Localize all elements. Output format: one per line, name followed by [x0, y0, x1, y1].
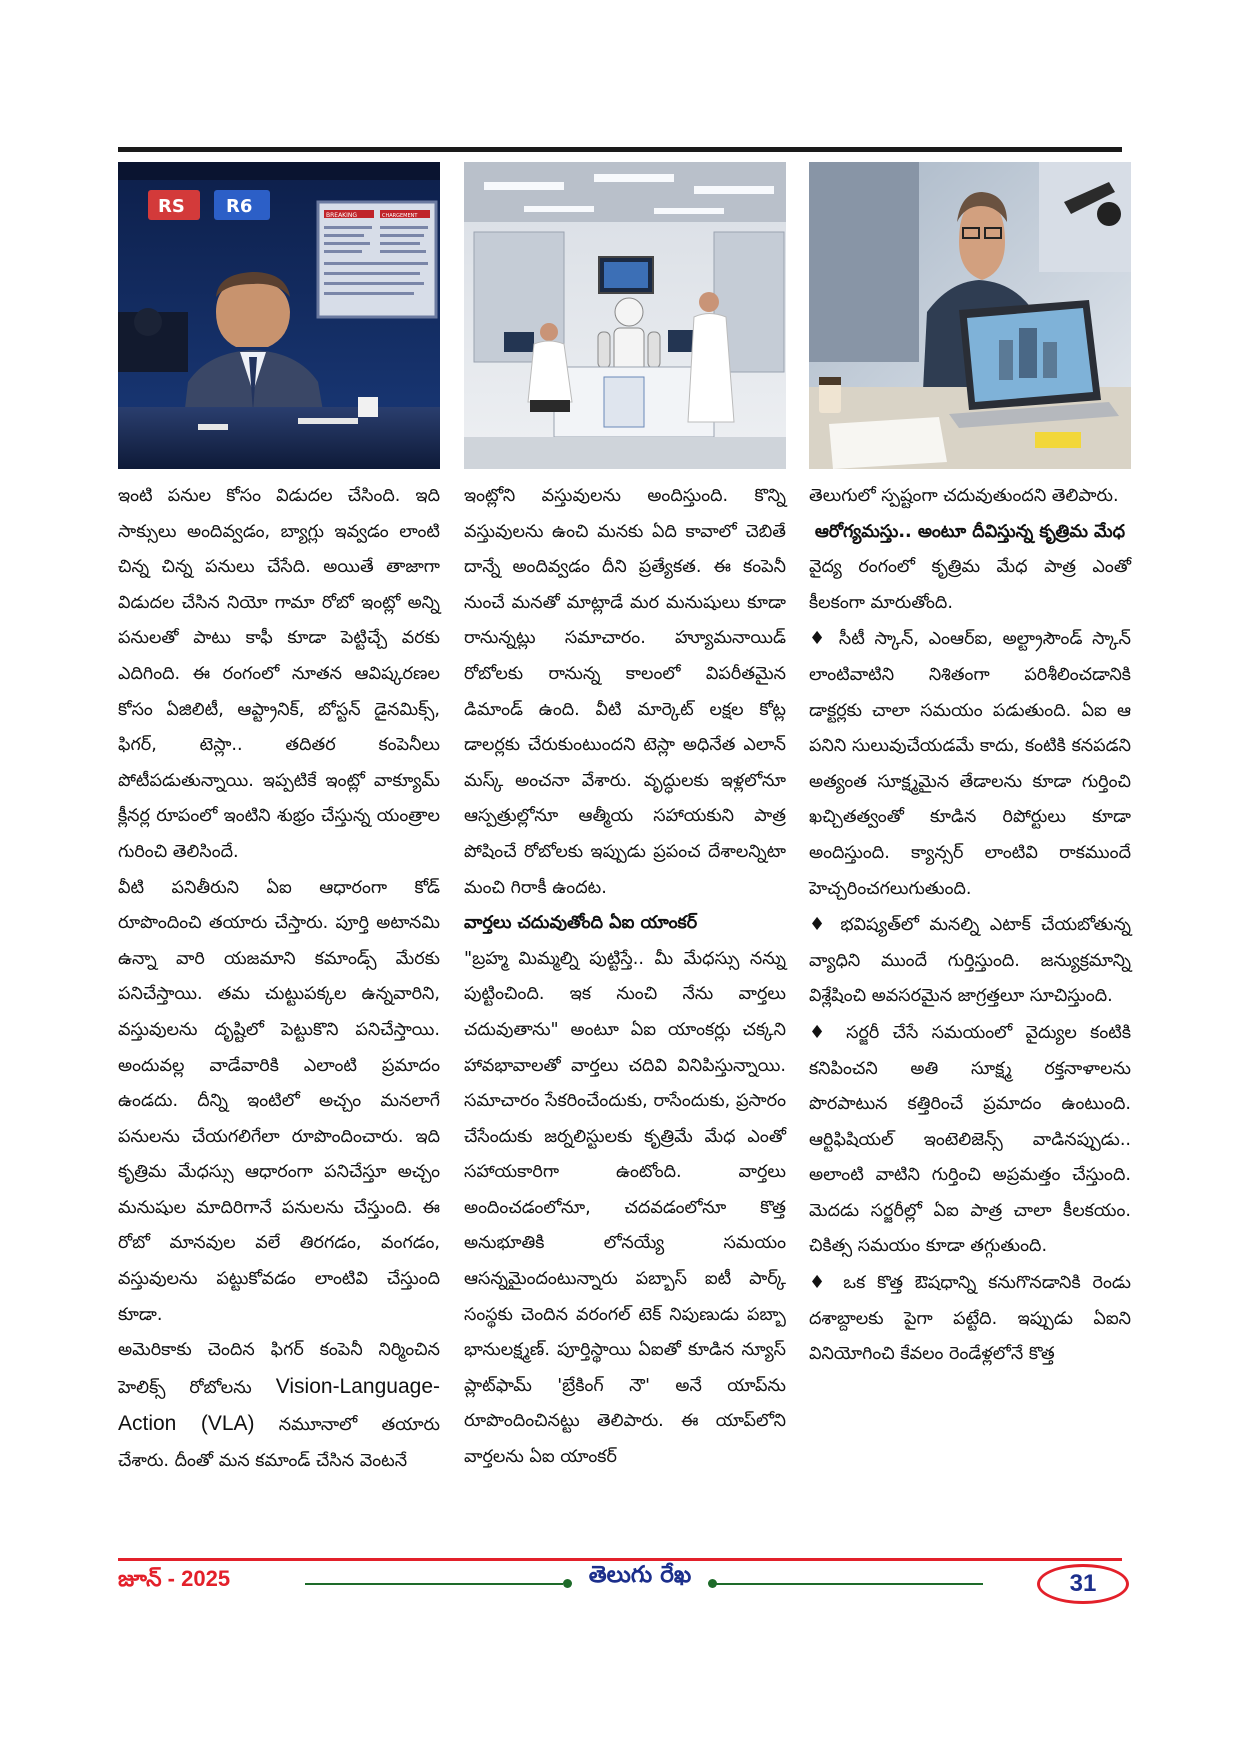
bullet-text: భవిష్యత్‌లో మనల్ని ఎటాక్ చేయబోతున్న వ్యాధిని ముందే గుర్తిస్తుంది. జన్యుక్రమాన్ని విశ్లేషించి అవసరమైన జాగ్రత్తలూ సూచిస్తుంది. — [809, 915, 1132, 1007]
paragraph-part: అమెరికాకు చెందిన ఫిగర్ కంపెనీ నిర్మించిన హెలిక్స్ రోబోలను — [118, 1340, 440, 1398]
screen-label-b: R6 — [226, 196, 253, 217]
column-2 — [464, 162, 786, 1476]
paragraph: ఇంటి పనుల కోసం విడుదల చేసింది. ఇది సాక్సులు అందివ్వడం, బ్యాగ్లు ఇవ్వడం లాంటి చిన్న చిన్న పనులు చేసేది. అయితే తాజాగా విడుదల చేసిన నియో గామా రోబో ఇంట్లో అన్ని పనులతో పాటు కాఫీ కూడా పెట్టిచ్చే వరకు ఎదిగింది. ఈ రంగంలో నూతన ఆవిష్కరణల కోసం ఏజిలిటీ, ఆప్ట్రానిక్, బోస్టన్ డైనమిక్స్, ఫిగర్, టెస్లా.. తదితర కంపెనీలు పోటీపడుతున్నాయి. ఇప్పటికే ఇంట్లో వాక్యూమ్ క్లీనర్ల రూపంలో ఇంటిని శుభ్రం చేస్తున్న యంత్రాల గురించి తెలిసిందే. — [118, 486, 440, 862]
laptop-man-illustration — [809, 162, 1131, 469]
diamond-bullet-icon: ♦ — [809, 628, 830, 650]
bullet-item — [809, 621, 1131, 907]
paragraph: తెలుగులో స్పష్టంగా చదువుతుందని తెలిపారు. — [809, 486, 1119, 506]
monitor-text: BREAKING — [326, 212, 358, 219]
paragraph: వైద్య రంగంలో కృత్రిమ మేధ పాత్ర ఎంతో కీలకంగా మారుతోంది. — [809, 557, 1131, 613]
top-rule — [118, 147, 1122, 152]
bullet-item — [809, 1015, 1131, 1265]
bullet-item — [809, 1265, 1131, 1373]
column-2-text — [464, 479, 786, 1476]
laptop-man-photo — [809, 162, 1131, 469]
news-anchor-photo — [118, 162, 440, 469]
column-1 — [118, 162, 440, 1480]
page-number: 31 — [1037, 1564, 1129, 1604]
footer-ornament-left — [305, 1583, 563, 1585]
footer-ornament-right — [715, 1583, 983, 1585]
bullet-item — [809, 907, 1131, 1015]
monitor-text-2: CHARGEMENT — [382, 213, 418, 219]
section-heading: వార్తలు చదువుతోంది ఏఐ యాంకర్ — [464, 913, 698, 934]
paragraph-latin-term: Vision-Language-Action (VLA) — [118, 1374, 440, 1436]
column-3 — [809, 162, 1131, 1373]
magazine-name: తెలుగు రేఖ — [588, 1562, 692, 1588]
bullet-text: సీటీ స్కాన్, ఎంఆర్ఐ, అల్ట్రాసౌండ్ స్కాన్ లాంటివాటిని నిశితంగా పరిశీలించడానికి డాక్టర్లకు చాలా సమయం పడుతుంది. ఏఐ ఆ పనిని సులువుచేయడమే కాదు, కంటికి కనపడని అత్యంత సూక్ష్మమైన తేడాలను కూడా గుర్తించి ఖచ్చితత్వంతో కూడిన రిపోర్టులు కూడా అందిస్తుంది. క్యాన్సర్ లాంటివి రాకముందే హెచ్చరించగలుగుతుంది. — [809, 629, 1131, 899]
paragraph-mixed — [118, 1333, 440, 1479]
diamond-bullet-icon: ♦ — [809, 914, 830, 936]
section-heading: ఆరోగ్యమస్తు.. అంటూ దీవిస్తున్న కృత్రిమ మేధ — [814, 521, 1126, 542]
paragraph: "బ్రహ్మ మిమ్మల్ని పుట్టిస్తే.. మీ మేధస్సు నన్ను పుట్టించింది. ఇక నుంచి నేను వార్తలు చదువుతాను" అంటూ ఏఐ యాంకర్లు చక్కని హావభావాలతో వార్తలు చదివి వినిపిస్తున్నాయి. సమాచారం సేకరించేందుకు, రాసేందుకు, ప్రసారం చేసేందుకు జర్నలిస్టులకు కృత్రిమే మేధ ఎంతో సహాయకారిగా ఉంటోంది. వార్తలు అందించడంలోనూ, చదవడంలోనూ కొత్త అనుభూతికి లోనయ్యే సమయం ఆసన్నమైందంటున్నారు పబ్బాస్ ఐటీ పార్క్ సంస్థకు చెందిన వరంగల్ టెక్ నిపుణుడు పబ్బా భానులక్ష్మణ్. పూర్తిస్థాయి ఏఐతో కూడిన న్యూస్ ప్లాట్‌ఫామ్ 'బ్రేకింగ్ నౌ' అనే యాప్‌ను రూపొందించినట్టు తెలిపారు. ఈ యాప్‌లోని వార్తలను ఏఐ యాంకర్ — [464, 948, 786, 1468]
bullet-text: సర్జరీ చేసే సమయంలో వైద్యుల కంటికి కనిపించని అతి సూక్ష్మ రక్తనాళాలను పొరపాటున కత్తిరించే ప్రమాదం ఉంటుంది. ఆర్టిఫిషియల్ ఇంటెలిజెన్స్ వాడినప్పుడు.. అలాంటి వాటిని గుర్తించి అప్రమత్తం చేస్తుంది. మెదడు సర్జరీల్లో ఏఐ పాత్ర చాలా కీలకయం. చికిత్స సమయం కూడా తగ్గుతుంది. — [809, 1022, 1132, 1257]
column-3-text — [809, 479, 1131, 1373]
news-anchor-illustration — [118, 162, 440, 469]
paragraph: వీటి పనితీరుని ఏఐ ఆధారంగా కోడ్ రూపొందించి తయారు చేస్తారు. పూర్తి అటానమి ఉన్నా వారి యజమాని కమాండ్స్ మేరకు పనిచేస్తాయి. తమ చుట్టుపక్కల ఉన్నవారిని, వస్తువులను దృష్టిలో పెట్టుకొని పనిచేస్తాయి. అందువల్ల వాడేవారికి ఎలాంటి ప్రమాదం ఉండదు. దీన్ని ఇంటిలో అచ్చం మనలాగే పనులను చేయగలిగేలా రూపొందించారు. ఇది కృత్రిమ మేధస్సు ఆధారంగా పనిచేస్తూ అచ్చం మనుషుల మాదిరిగానే పనులను చేస్తుంది. ఈ రోబో మానవుల వలే తిరగడం, వంగడం, వస్తువులను పట్టుకోవడం లాంటివి చేస్తుంది కూడా. — [118, 877, 440, 1325]
footer-rule — [118, 1558, 1122, 1561]
diamond-bullet-icon: ♦ — [809, 1021, 833, 1043]
robot-lab-illustration — [464, 162, 786, 469]
column-1-text — [118, 479, 440, 1480]
footer-dot-left — [563, 1579, 572, 1588]
paragraph: ఇంట్లోని వస్తువులను అందిస్తుంది. కొన్ని వస్తువులను ఉంచి మనకు ఏది కావాలో చెబితే దాన్నే అందివ్వడం దీని ప్రత్యేకత. ఈ కంపెనీ నుంచే మనతో మాట్లాడే మర మనుషులు కూడా రానున్నట్లు సమాచారం. హ్యూమనాయిడ్ రోబోలకు రానున్న కాలంలో విపరీతమైన డిమాండ్ ఉంది. వీటి మార్కెట్ లక్షల కోట్ల డాలర్లకు చేరుకుంటుందని టెస్లా అధినేత ఎలాన్ మస్క్ అంచనా వేశారు. వృద్ధులకు ఇళ్లలోనూ ఆస్పత్రుల్లోనూ ఆత్మీయ సహాయకుని పాత్ర పోషించే రోబోలకు ఇప్పుడు ప్రపంచ దేశాలన్నిటా మంచి గిరాకీ ఉందట. — [464, 486, 786, 898]
bullet-text: ఒక కొత్త ఔషధాన్ని కనుగొనడానికి రెండు దశాబ్దాలకు పైగా పట్టేది. ఇప్పుడు ఏఐని వినియోగించి కేవలం రెండేళ్లలోనే కొత్త — [809, 1273, 1131, 1365]
robot-lab-photo — [464, 162, 786, 469]
diamond-bullet-icon: ♦ — [809, 1272, 832, 1294]
paragraph-part: నమూనాలో తయారు చేశారు. దీంతో మన కమాండ్ చేసిన వెంటనే — [118, 1415, 440, 1472]
issue-date: జూన్ - 2025 — [118, 1566, 231, 1591]
screen-label-a: RS — [158, 196, 185, 217]
